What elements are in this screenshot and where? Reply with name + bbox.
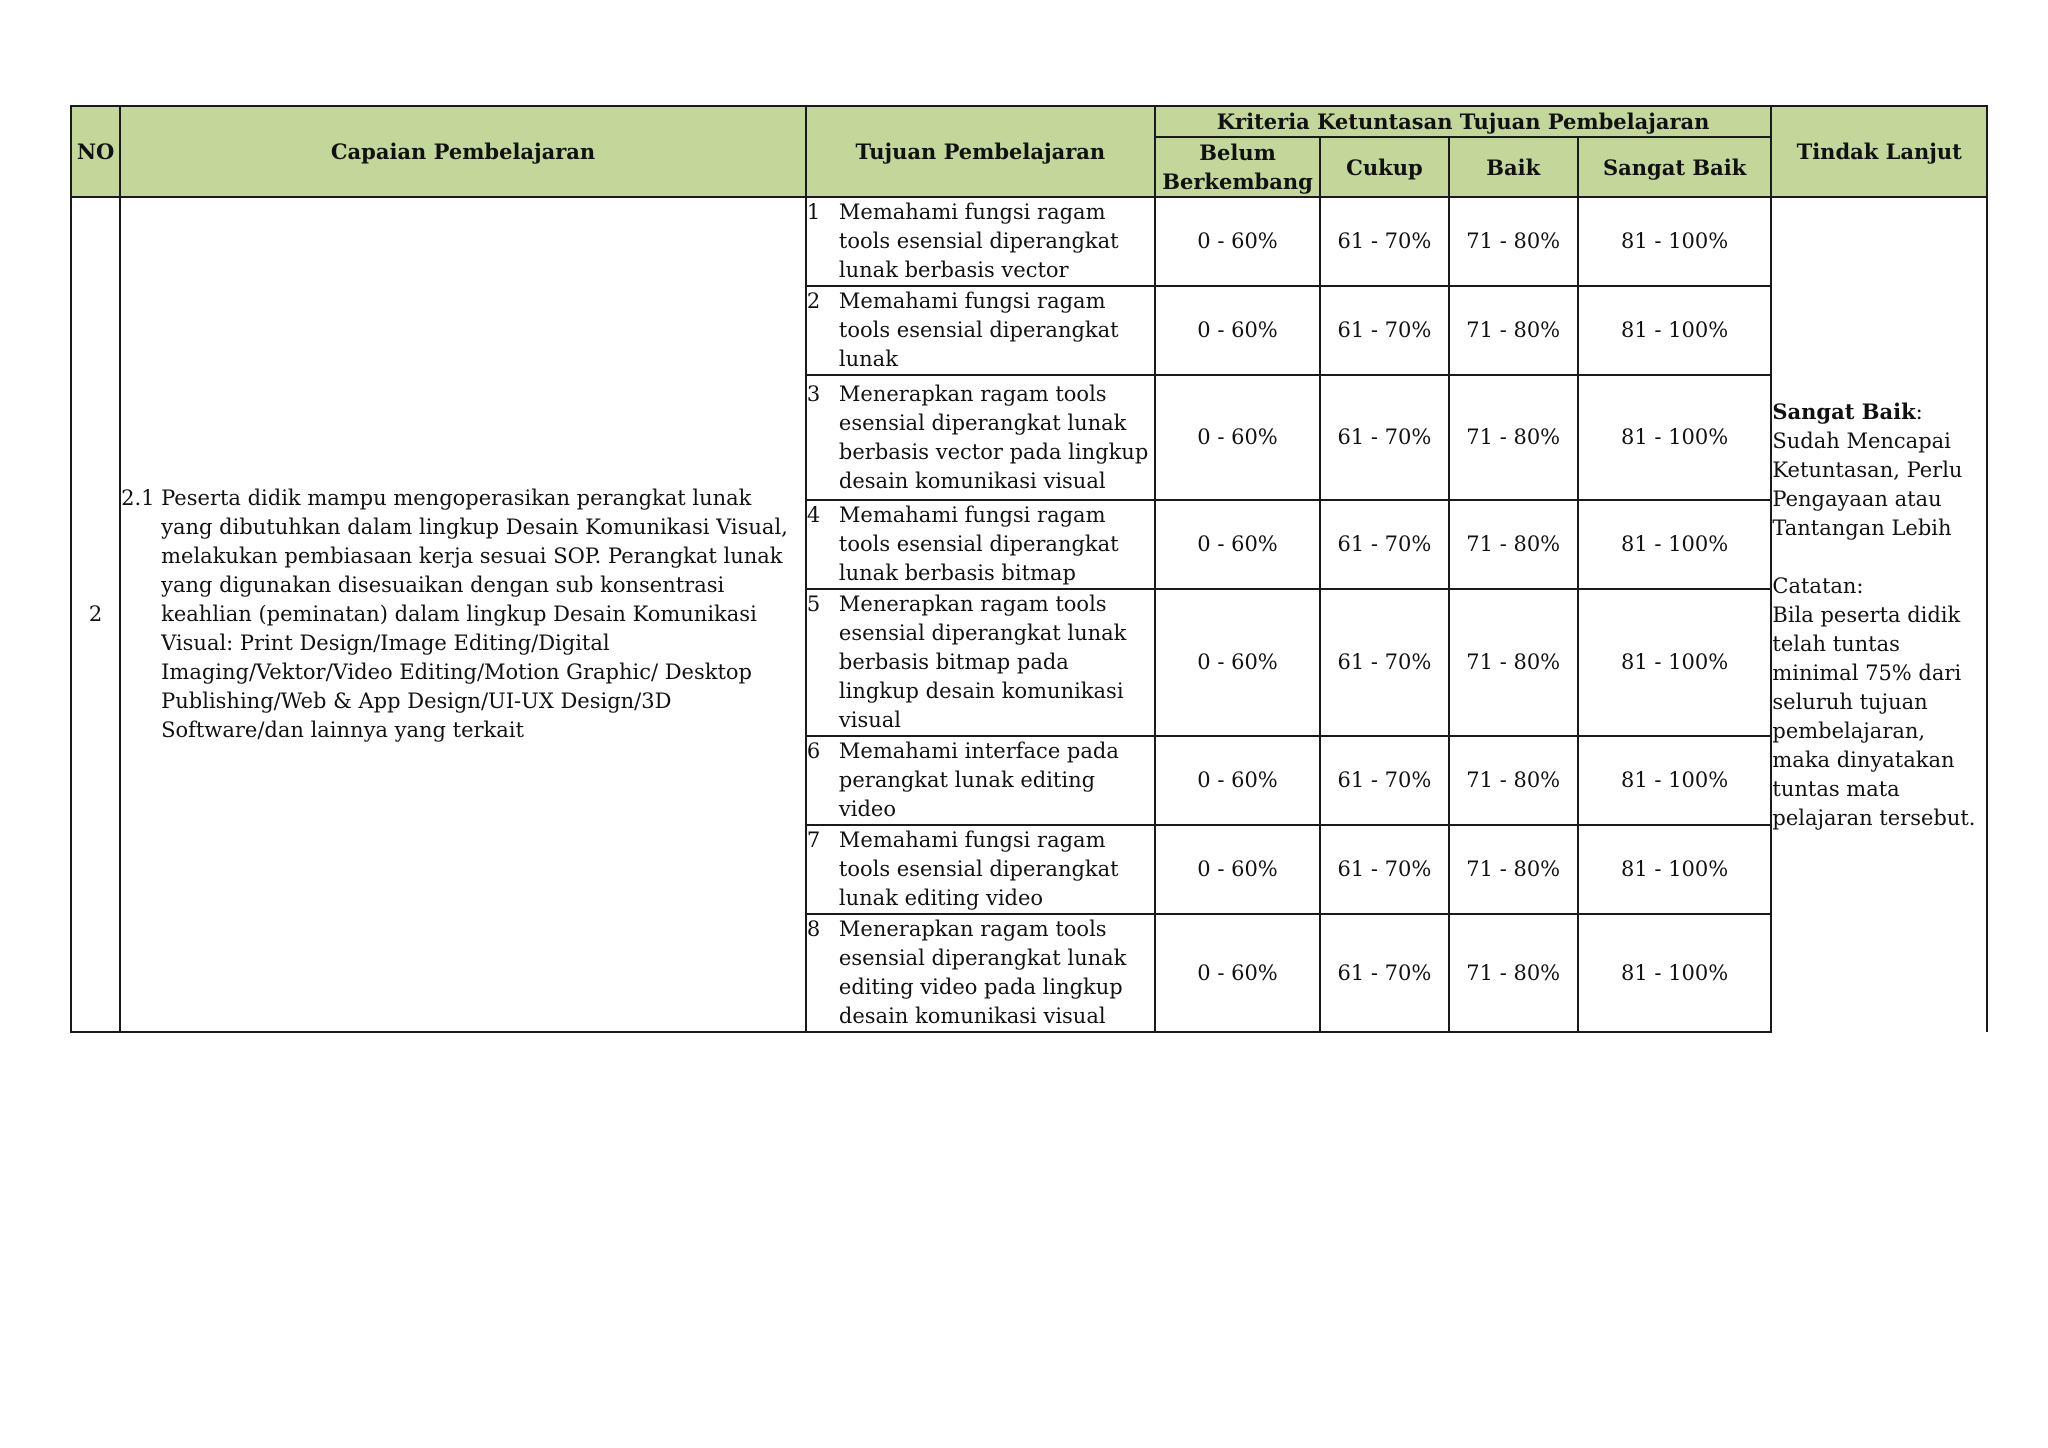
value-baik: 71 - 80% xyxy=(1449,286,1578,375)
tindak-lanjut-note-label: Catatan: xyxy=(1772,574,1864,598)
value-baik: 71 - 80% xyxy=(1449,197,1578,286)
value-cukup: 61 - 70% xyxy=(1320,589,1448,736)
value-belum-berkembang: 0 - 60% xyxy=(1155,500,1320,589)
tujuan-number: 1 xyxy=(806,200,821,224)
header-tindak-lanjut: Tindak Lanjut xyxy=(1771,106,1987,197)
table-row xyxy=(71,197,1987,286)
header-sangat-baik: Sangat Baik xyxy=(1578,137,1772,197)
tujuan-text: Memahami interface pada perangkat lunak editing video xyxy=(838,739,1119,821)
tujuan-cell xyxy=(806,914,1155,1032)
value-baik: 71 - 80% xyxy=(1449,589,1578,736)
value-sangat-baik: 81 - 100% xyxy=(1578,914,1772,1032)
value-belum-berkembang: 0 - 60% xyxy=(1155,825,1320,914)
tujuan-number: 7 xyxy=(806,828,821,852)
tujuan-number: 2 xyxy=(806,289,821,313)
tujuan-cell xyxy=(806,286,1155,375)
tujuan-number: 5 xyxy=(806,592,821,616)
tindak-lanjut-heading xyxy=(1772,397,1986,427)
tujuan-number: 8 xyxy=(806,917,821,941)
tujuan-text: Memahami fungsi ragam tools esensial diperangkat lunak berbasis bitmap xyxy=(838,503,1119,585)
assessment-table xyxy=(70,105,1988,1033)
capaian-text: Peserta didik mampu mengoperasikan perangkat lunak yang dibutuhkan dalam lingkup Desain Komunikasi Visual, melakukan pembiasaan kerja sesuai SOP. Perangkat lunak yang digunakan disesuaikan dengan sub konsentrasi keahlian (peminatan) dalam lingkup Desain Komunikasi Visual: Print Design/Image Editing/Digital Imaging/Vektor/Video Editing/Motion Graphic/ Desktop Publishing/Web & App Design/UI-UX Design/3D Software/dan lainnya yang terkait xyxy=(161,486,788,742)
value-sangat-baik: 81 - 100% xyxy=(1578,736,1772,825)
value-cukup: 61 - 70% xyxy=(1320,500,1448,589)
header-belum-berkembang xyxy=(1155,137,1320,197)
tujuan-number: 3 xyxy=(806,381,821,406)
value-cukup: 61 - 70% xyxy=(1320,197,1448,286)
value-belum-berkembang: 0 - 60% xyxy=(1155,375,1320,500)
tujuan-text: Memahami fungsi ragam tools esensial diperangkat lunak xyxy=(838,289,1119,371)
tujuan-text: Menerapkan ragam tools esensial diperangkat lunak editing video pada lingkup desain komunikasi visual xyxy=(838,917,1127,1028)
tindak-lanjut-cell xyxy=(1771,197,1987,1032)
value-belum-berkembang: 0 - 60% xyxy=(1155,589,1320,736)
tujuan-cell xyxy=(806,375,1155,500)
tujuan-number: 4 xyxy=(806,503,821,527)
tujuan-number: 6 xyxy=(806,739,821,763)
value-sangat-baik: 81 - 100% xyxy=(1578,500,1772,589)
capaian-cell xyxy=(120,197,806,1032)
value-sangat-baik: 81 - 100% xyxy=(1578,825,1772,914)
assessment-table-sheet xyxy=(70,105,1988,1028)
value-cukup: 61 - 70% xyxy=(1320,825,1448,914)
header-tujuan: Tujuan Pembelajaran xyxy=(806,106,1155,197)
value-cukup: 61 - 70% xyxy=(1320,375,1448,500)
value-sangat-baik: 81 - 100% xyxy=(1578,375,1772,500)
value-baik: 71 - 80% xyxy=(1449,500,1578,589)
value-sangat-baik: 81 - 100% xyxy=(1578,197,1772,286)
value-baik: 71 - 80% xyxy=(1449,825,1578,914)
tindak-lanjut-spacer xyxy=(1772,543,1986,572)
tujuan-cell xyxy=(806,736,1155,825)
value-baik: 71 - 80% xyxy=(1449,914,1578,1032)
value-belum-berkembang: 0 - 60% xyxy=(1155,914,1320,1032)
value-sangat-baik: 81 - 100% xyxy=(1578,589,1772,736)
tujuan-cell xyxy=(806,500,1155,589)
header-no: NO xyxy=(71,106,120,197)
row-number: 2 xyxy=(71,197,120,1032)
value-baik: 71 - 80% xyxy=(1449,375,1578,500)
value-belum-berkembang: 0 - 60% xyxy=(1155,286,1320,375)
header-cukup: Cukup xyxy=(1320,137,1448,197)
tujuan-cell xyxy=(806,197,1155,286)
header-kriteria: Kriteria Ketuntasan Tujuan Pembelajaran xyxy=(1155,106,1772,137)
tujuan-text: Memahami fungsi ragam tools esensial diperangkat lunak editing video xyxy=(838,828,1119,910)
header-belum-line2: Berkembang xyxy=(1162,169,1313,194)
header-baik: Baik xyxy=(1449,137,1578,197)
header-belum-line1: Belum xyxy=(1199,140,1276,165)
value-sangat-baik: 81 - 100% xyxy=(1578,286,1772,375)
value-cukup: 61 - 70% xyxy=(1320,736,1448,825)
tujuan-text: Memahami fungsi ragam tools esensial diperangkat lunak berbasis vector xyxy=(838,200,1119,282)
value-belum-berkembang: 0 - 60% xyxy=(1155,197,1320,286)
tindak-lanjut-desc: Sudah Mencapai Ketuntasan, Perlu Pengayaan atau Tantangan Lebih xyxy=(1772,429,1963,540)
header-capaian: Capaian Pembelajaran xyxy=(120,106,806,197)
tujuan-text: Menerapkan ragam tools esensial diperangkat lunak berbasis bitmap pada lingkup desain komunikasi visual xyxy=(838,592,1127,732)
value-cukup: 61 - 70% xyxy=(1320,286,1448,375)
tindak-lanjut-note-text: Bila peserta didik telah tuntas minimal 75% dari seluruh tujuan pembelajaran, maka dinyatakan tuntas mata pelajaran tersebut. xyxy=(1772,603,1976,830)
value-cukup: 61 - 70% xyxy=(1320,914,1448,1032)
tujuan-cell xyxy=(806,589,1155,736)
tujuan-cell xyxy=(806,825,1155,914)
tindak-lanjut-colon: : xyxy=(1915,400,1923,424)
tindak-lanjut-label: Sangat Baik xyxy=(1772,399,1916,424)
tujuan-text: Menerapkan ragam tools esensial diperangkat lunak berbasis vector pada lingkup desain komunikasi visual xyxy=(838,381,1149,493)
value-belum-berkembang: 0 - 60% xyxy=(1155,736,1320,825)
value-baik: 71 - 80% xyxy=(1449,736,1578,825)
capaian-code: 2.1 xyxy=(121,486,155,510)
